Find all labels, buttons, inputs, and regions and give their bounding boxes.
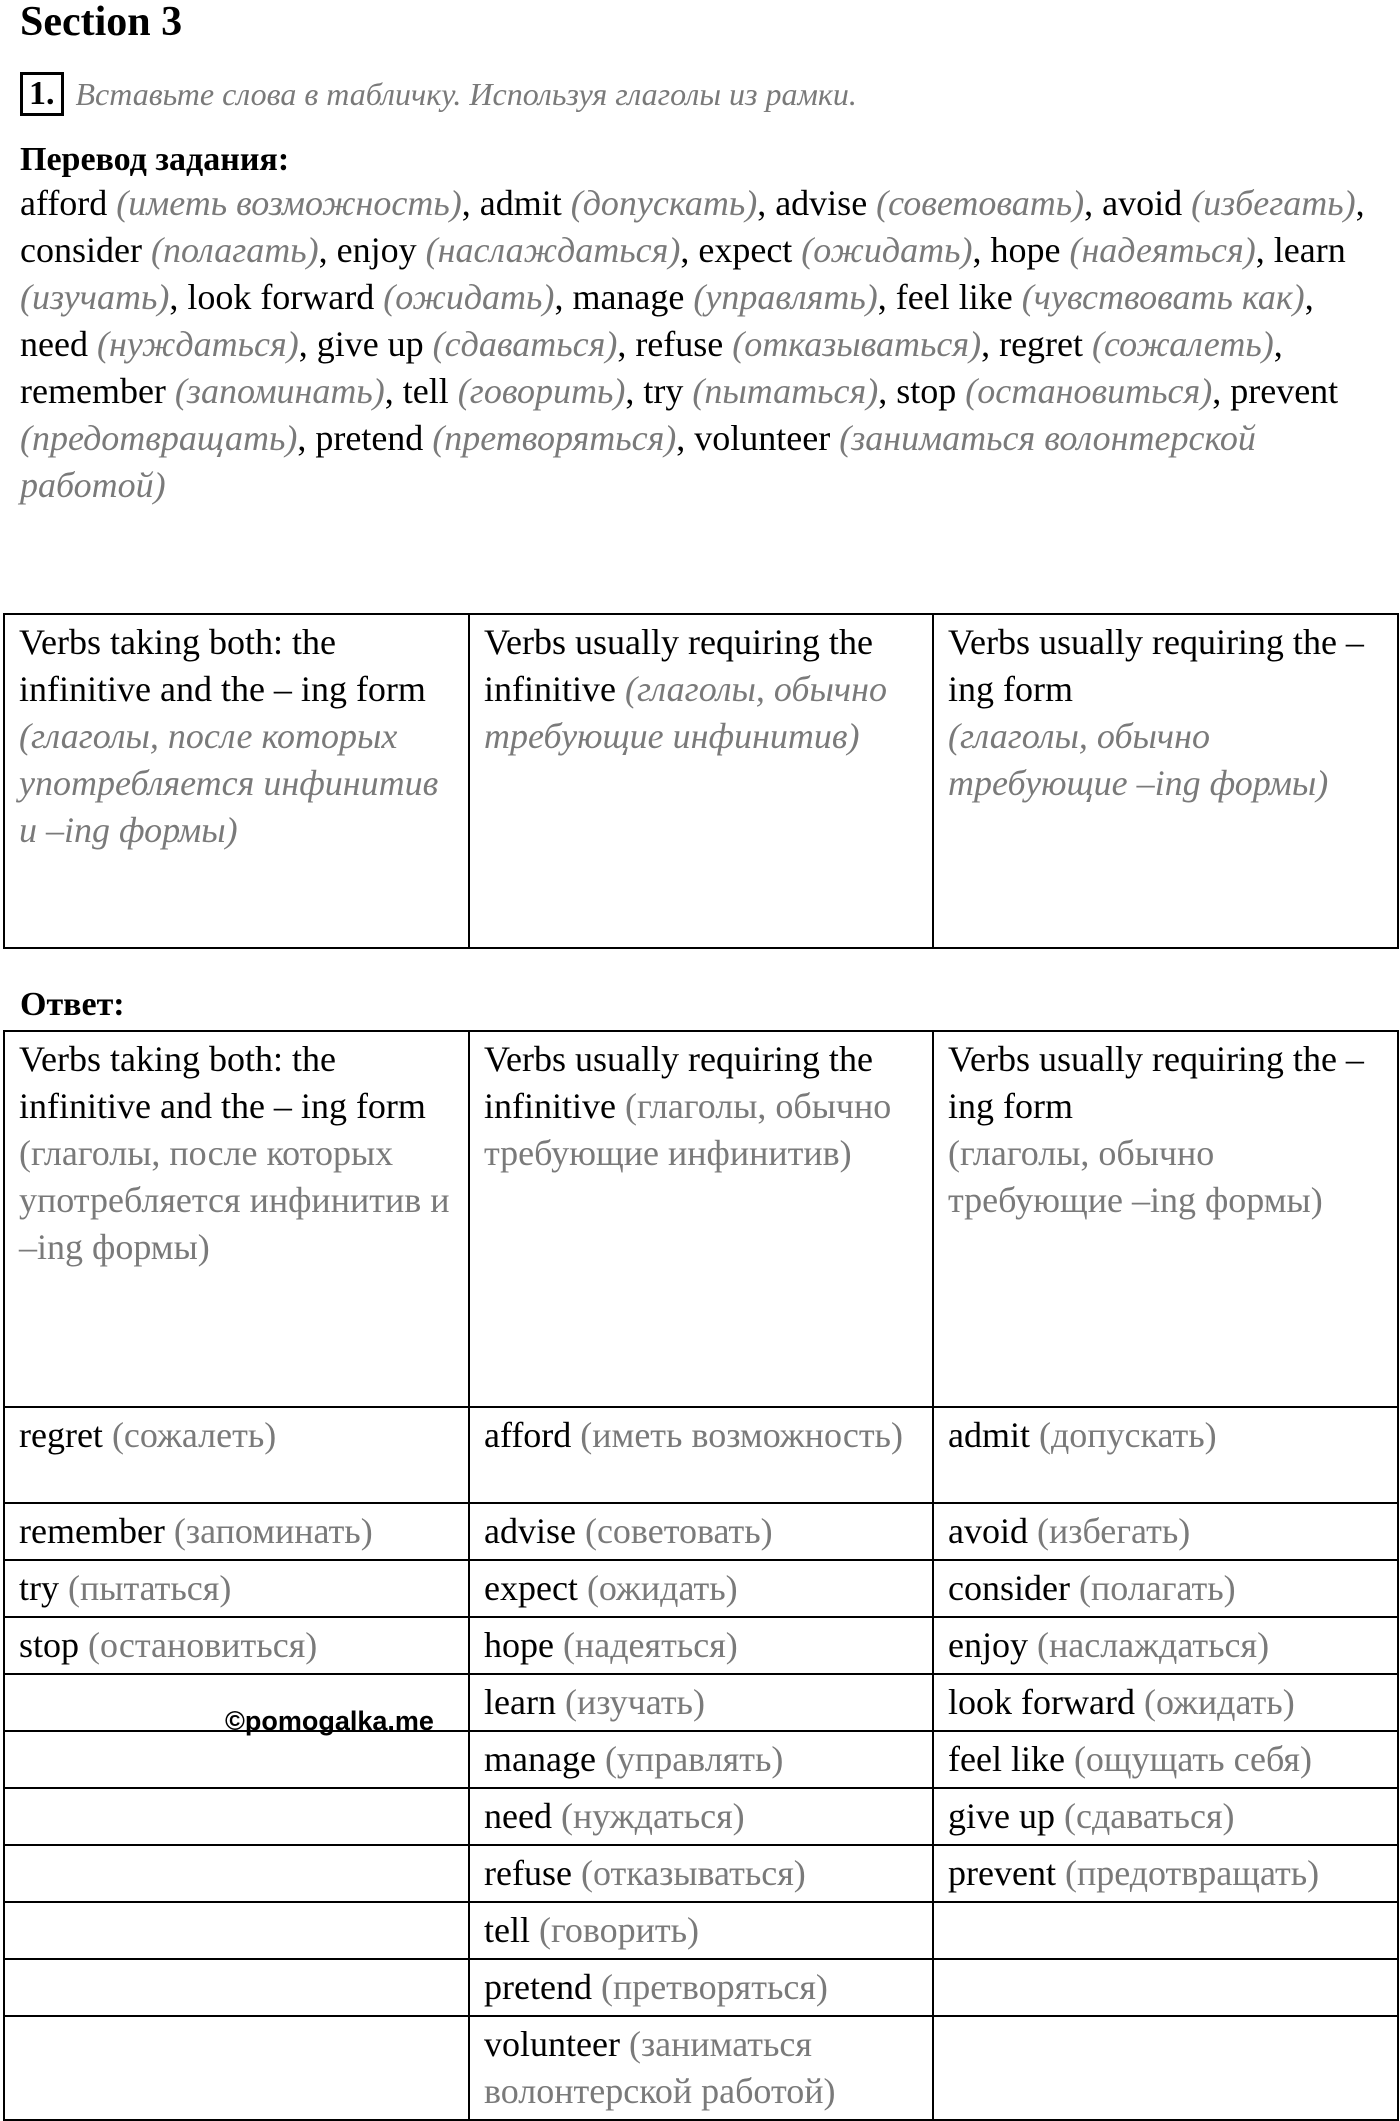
table-row [4,1902,1398,1959]
table-cell [933,1407,1398,1503]
answer-header-ing: Verbs usually requiring the –ing form (глаголы, обычно требующие –ing формы) [933,1031,1398,1407]
word: advise [775,183,868,223]
table-cell [469,2016,933,2120]
table-cell [469,1617,933,1674]
answer-translation: (претворяться) [600,1967,828,2007]
word-translation: (советовать) [876,183,1085,223]
word-translation: (избегать) [1191,183,1356,223]
table-cell [933,1674,1398,1731]
table-cell [933,1731,1398,1788]
word: prevent [1230,371,1339,411]
word-separator: , [169,277,188,317]
word-separator: , [384,371,403,411]
answer-table [3,1030,1399,2121]
word: need [20,324,88,364]
answer-translation: (управлять) [604,1739,784,1779]
answer-verb: prevent [948,1853,1056,1893]
answer-translation: (сдаваться) [1063,1796,1235,1836]
word-separator: , [757,183,776,223]
word: remember [20,371,166,411]
answer-verb: admit [948,1415,1030,1455]
word-separator: , [981,324,1000,364]
answer-verb: consider [948,1568,1070,1608]
word: afford [20,183,108,223]
task-table [3,613,1399,949]
table-cell [469,1959,933,2016]
answer-translation: (сожалеть) [111,1415,277,1455]
answer-translation: (предотвращать) [1064,1853,1320,1893]
word: pretend [315,418,424,458]
table-cell [469,1731,933,1788]
table-cell [933,1845,1398,1902]
table-row [4,1560,1398,1617]
word-translation: (претворяться) [432,418,677,458]
table-cell [933,1617,1398,1674]
answer-translation: (говорить) [538,1910,699,1950]
table-row [4,1503,1398,1560]
answer-verb: advise [484,1511,576,1551]
word: admit [479,183,562,223]
word-translation: (сдаваться) [432,324,618,364]
word-separator: , [298,324,317,364]
answer-header-infinitive: Verbs usually requiring the infinitive (глаголы, обычно требующие инфинитив) [469,1031,933,1407]
answer-verb: avoid [948,1511,1028,1551]
word-separator: , [625,371,644,411]
answer-verb: look forward [948,1682,1135,1722]
answer-translation: (надеяться) [562,1625,738,1665]
word-translation: (ожидать) [801,230,973,270]
answer-translation: (допускать) [1038,1415,1217,1455]
table-cell [933,1560,1398,1617]
answer-verb: refuse [484,1853,572,1893]
word-translation: (допускать) [570,183,758,223]
table-cell [933,2016,1398,2120]
word-separator: , [318,230,337,270]
table-cell [469,1845,933,1902]
word-separator: , [878,371,897,411]
answer-translation: (заниматься волонтерской работой) [484,2024,836,2111]
word-translation: (ожидать) [383,277,555,317]
word-translation: (иметь возможность) [116,183,462,223]
word-translation: (заниматься волонтерской работой) [20,418,1256,505]
answer-translation: (наслаждаться) [1036,1625,1270,1665]
watermark: ©pomogalka.me [225,1706,434,1736]
word-separator: , [680,230,699,270]
word-separator: , [297,418,316,458]
word: consider [20,230,142,270]
answer-translation: (советовать) [584,1511,773,1551]
answer-translation: (изучать) [564,1682,705,1722]
table-row [4,1617,1398,1674]
word: regret [999,324,1084,364]
answer-translation: (ожидать) [1143,1682,1295,1722]
answer-translation: (пытаться) [68,1568,232,1608]
table-row [4,1788,1398,1845]
answer-verb: need [484,1796,552,1836]
table-cell [4,2016,469,2120]
task-header-both: Verbs taking both: the infinitive and the – ing form (глаголы, после которых употребляется инфинитив и –ing формы) [4,614,469,948]
table-cell [469,1788,933,1845]
word-translation: (остановиться) [965,371,1213,411]
word-separator: , [461,183,480,223]
word: hope [990,230,1061,270]
table-cell [469,1407,933,1503]
word-translation: (управлять) [693,277,878,317]
word-translation: (запоминать) [174,371,385,411]
word-translation: (надеяться) [1069,230,1256,270]
table-cell [469,1560,933,1617]
answer-translation: (ощущать себя) [1073,1739,1312,1779]
answer-translation: (остановиться) [88,1625,318,1665]
word-separator: , [1255,230,1274,270]
word-separator: , [877,277,896,317]
table-cell [469,1503,933,1560]
answer-translation: (избегать) [1036,1511,1191,1551]
table-row [4,1845,1398,1902]
task-number: 1. [20,72,64,116]
word-separator: , [617,324,636,364]
answer-verb: regret [19,1415,103,1455]
word: expect [698,230,793,270]
answer-verb: try [19,1568,59,1608]
table-cell [4,1902,469,1959]
table-cell [4,1731,469,1788]
word-separator: , [554,277,573,317]
word-translation: (чувствовать как) [1021,277,1305,317]
answer-translation: (полагать) [1078,1568,1236,1608]
word-separator: , [1273,324,1283,364]
table-cell [4,1503,469,1560]
word: tell [402,371,449,411]
word-translation: (отказываться) [732,324,982,364]
answer-verb: volunteer [484,2024,620,2064]
table-cell [4,1845,469,1902]
answer-translation: (отказываться) [580,1853,806,1893]
answer-verb: pretend [484,1967,592,2007]
table-cell [933,1503,1398,1560]
word-translation: (изучать) [20,277,170,317]
table-cell [4,1407,469,1503]
word: enjoy [336,230,417,270]
word: volunteer [694,418,831,458]
table-cell [469,1674,933,1731]
table-row [4,1731,1398,1788]
table-cell [933,1902,1398,1959]
section-title: Section 3 [20,0,183,45]
answer-verb: tell [484,1910,530,1950]
answer-verb: manage [484,1739,596,1779]
table-cell [469,1902,933,1959]
answer-verb: enjoy [948,1625,1028,1665]
word-separator: , [1355,183,1365,223]
table-cell [4,1959,469,2016]
task-line [20,72,857,116]
word: avoid [1102,183,1183,223]
table-row [4,1674,1398,1731]
answer-header-both: Verbs taking both: the infinitive and the – ing form (глаголы, после которых употребляется инфинитив и –ing формы) [4,1031,469,1407]
word: learn [1273,230,1346,270]
table-row [4,1407,1398,1503]
word-translation: (пытаться) [692,371,879,411]
table-cell [4,1788,469,1845]
word: stop [896,371,957,411]
answer-verb: feel like [948,1739,1065,1779]
answer-title: Ответ: [20,986,125,1023]
word-translation: (сожалеть) [1092,324,1274,364]
word-separator: , [1084,183,1103,223]
answer-verb: afford [484,1415,572,1455]
answer-verb: give up [948,1796,1055,1836]
answer-verb: stop [19,1625,80,1665]
answer-verb: learn [484,1682,556,1722]
word-separator: , [972,230,991,270]
table-row [4,2016,1398,2120]
word-translation: (говорить) [457,371,626,411]
word: give up [316,324,424,364]
task-instruction: Вставьте слова в табличку. Используя глаголы из рамки. [75,75,857,112]
table-row [4,1959,1398,2016]
table-cell [933,1959,1398,2016]
word: try [643,371,684,411]
answer-translation: (иметь возможность) [580,1415,903,1455]
table-cell [933,1788,1398,1845]
task-header-infinitive: Verbs usually requiring the infinitive (глаголы, обычно требующие инфинитив) [469,614,933,948]
answer-verb: hope [484,1625,554,1665]
answer-verb: remember [19,1511,165,1551]
word: manage [572,277,685,317]
word-box [20,180,1375,509]
word-separator: , [1304,277,1314,317]
table-cell [4,1617,469,1674]
task-header-ing: Verbs usually requiring the –ing form (глаголы, обычно требующие –ing формы) [933,614,1398,948]
answer-translation: (запоминать) [173,1511,373,1551]
word-translation: (нуждаться) [96,324,299,364]
translation-title: Перевод задания: [20,141,290,178]
word: refuse [635,324,724,364]
answer-translation: (ожидать) [586,1568,738,1608]
word-separator: , [1212,371,1231,411]
word-translation: (предотвращать) [20,418,298,458]
table-cell [4,1560,469,1617]
word: look forward [187,277,375,317]
answer-verb: expect [484,1568,578,1608]
word-translation: (наслаждаться) [425,230,681,270]
word-separator: , [676,418,695,458]
answer-translation: (нуждаться) [560,1796,745,1836]
word: feel like [895,277,1013,317]
word-translation: (полагать) [150,230,319,270]
